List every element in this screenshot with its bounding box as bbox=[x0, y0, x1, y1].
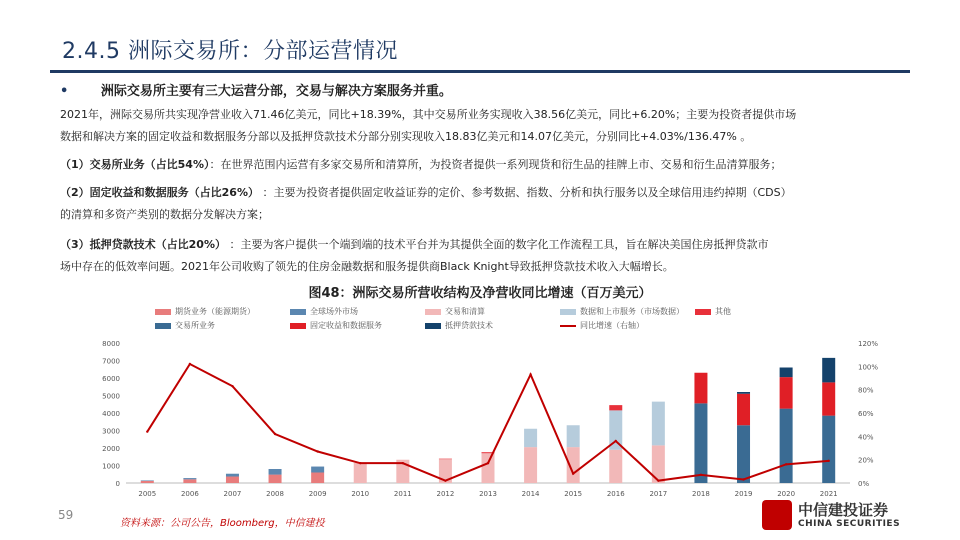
x-tick-label: 2010 bbox=[351, 490, 370, 498]
bar-segment bbox=[780, 368, 793, 378]
y2-tick-label: 80% bbox=[858, 386, 874, 395]
legend-swatch bbox=[695, 309, 711, 315]
legend-label: 抵押贷款技术 bbox=[445, 321, 493, 330]
legend-label: 交易和清算 bbox=[445, 307, 485, 316]
legend-item bbox=[155, 306, 255, 317]
source-note: 资料来源：公司公告，Bloomberg，中信建投 bbox=[120, 518, 325, 529]
bar-segment bbox=[354, 463, 367, 483]
paragraph-3-text: ：主要为投资者提供固定收益证券的定价、参考数据、指数、分析和执行服务以及全球信用违约掉期（CDS） bbox=[258, 186, 792, 199]
x-tick-label: 2009 bbox=[308, 490, 327, 498]
paragraph-3-heading: （2）固定收益和数据服务（占比26%） bbox=[60, 186, 259, 199]
y-tick-label: 5000 bbox=[102, 392, 120, 401]
x-tick-label: 2016 bbox=[606, 490, 625, 498]
x-tick-label: 2020 bbox=[777, 490, 796, 498]
title-divider bbox=[50, 70, 910, 73]
growth-point bbox=[189, 363, 191, 365]
growth-point bbox=[572, 472, 574, 474]
bar-segment bbox=[183, 478, 196, 479]
chart-legend bbox=[155, 306, 855, 336]
y-tick-label: 2000 bbox=[102, 445, 120, 453]
paragraph-4-text: ：主要为客户提供一个端到端的技术平台并为其提供全面的数字化工作流程工具，旨在解决美国住房抵押贷款市 bbox=[225, 238, 769, 251]
bar-segment bbox=[652, 402, 665, 446]
x-tick-label: 2021 bbox=[819, 490, 838, 498]
company-logo bbox=[762, 498, 922, 534]
logo-mark-icon bbox=[762, 500, 792, 530]
bar-segment bbox=[737, 394, 750, 426]
bar-segment bbox=[780, 377, 793, 409]
legend-label: 交易所业务 bbox=[175, 321, 215, 330]
bar-segment bbox=[226, 474, 239, 477]
x-tick-label: 2008 bbox=[266, 490, 284, 498]
legend-label: 期货业务（能源期货） bbox=[175, 307, 255, 316]
x-tick-label: 2019 bbox=[734, 490, 753, 498]
paragraph-1-line-1: 2021年，洲际交易所共实现净营业收入71.46亿美元，同比+18.39%，其中交易所业务实现收入38.56亿美元，同比+6.20%；主要为投资者提供市场 bbox=[60, 108, 797, 121]
bar-segment bbox=[780, 409, 793, 483]
x-tick-label: 2011 bbox=[393, 490, 412, 498]
growth-point bbox=[444, 479, 446, 481]
legend-swatch bbox=[560, 325, 576, 327]
logo-text-en: CHINA SECURITIES bbox=[798, 519, 901, 529]
growth-point bbox=[529, 373, 531, 375]
legend-item bbox=[425, 320, 493, 331]
paragraph-1-line-2: 数据和解决方案的固定收益和数据服务分部以及抵押贷款技术分部分别实现收入18.83亿美元和14.07亿美元，分别同比+4.03%/136.47% 。 bbox=[60, 130, 752, 143]
bar-segment bbox=[609, 450, 622, 483]
legend-swatch bbox=[155, 309, 171, 315]
legend-item bbox=[425, 306, 485, 317]
growth-point bbox=[742, 478, 744, 480]
legend-item bbox=[290, 306, 358, 317]
paragraph-2-heading: （1）交易所业务（占比54%） bbox=[60, 158, 210, 171]
legend-label: 数据和上市服务（市场数据） bbox=[580, 307, 684, 316]
growth-point bbox=[359, 462, 361, 464]
bar-segment bbox=[311, 467, 324, 473]
growth-point bbox=[615, 440, 617, 442]
bar-segment bbox=[439, 459, 452, 460]
legend-item bbox=[155, 320, 215, 331]
growth-point bbox=[828, 460, 830, 462]
bullet-text: 洲际交易所主要有三大运营分部，交易与解决方案服务并重。 bbox=[100, 84, 452, 99]
y2-tick-label: 120% bbox=[858, 340, 879, 348]
growth-point bbox=[700, 474, 702, 476]
bar-segment bbox=[822, 358, 835, 383]
bar-segment bbox=[269, 469, 282, 475]
bar-segment bbox=[311, 473, 324, 484]
revenue-chart bbox=[90, 335, 890, 505]
growth-point bbox=[657, 479, 659, 481]
paragraph-3-line-2: 的清算和多资产类别的数据分发解决方案； bbox=[60, 208, 269, 221]
bullet-dot-icon: • bbox=[60, 84, 69, 99]
legend-swatch bbox=[560, 309, 576, 315]
legend-label: 其他 bbox=[715, 307, 731, 316]
growth-point bbox=[316, 450, 318, 452]
y-tick-label: 6000 bbox=[102, 375, 120, 383]
legend-swatch bbox=[425, 309, 441, 315]
legend-swatch bbox=[155, 323, 171, 329]
bar-segment bbox=[737, 425, 750, 483]
legend-label: 同比增速（右轴） bbox=[580, 321, 644, 330]
page-title: 2.4.5 洲际交易所：分部运营情况 bbox=[62, 39, 398, 64]
y-tick-label: 7000 bbox=[102, 357, 120, 366]
legend-item bbox=[695, 306, 731, 317]
page-number: 59 bbox=[58, 508, 74, 522]
bar-segment bbox=[822, 416, 835, 483]
paragraph-3 bbox=[60, 182, 792, 204]
y-tick-label: 3000 bbox=[102, 427, 120, 436]
bar-segment bbox=[694, 403, 707, 483]
paragraph-4-line-2: 场中存在的低效率问题。2021年公司收购了领先的住房金融数据和服务提供商Black Knight导致抵押贷款技术收入大幅增长。 bbox=[60, 260, 674, 273]
paragraph-4-heading: （3）抵押贷款技术（占比20%） bbox=[60, 238, 226, 251]
paragraph-2 bbox=[60, 154, 781, 176]
bar-segment bbox=[737, 392, 750, 394]
bar-segment bbox=[694, 373, 707, 404]
bar-segment bbox=[141, 481, 154, 483]
legend-item bbox=[560, 320, 644, 331]
growth-point bbox=[274, 433, 276, 435]
x-tick-label: 2006 bbox=[180, 490, 199, 498]
y2-tick-label: 40% bbox=[858, 433, 874, 442]
legend-label: 固定收益和数据服务 bbox=[310, 321, 382, 330]
growth-point bbox=[402, 462, 404, 464]
bar-segment bbox=[822, 382, 835, 415]
bar-segment bbox=[524, 447, 537, 483]
growth-point bbox=[231, 385, 233, 387]
bar-segment bbox=[524, 429, 537, 447]
bar-segment bbox=[269, 475, 282, 483]
bar-segment bbox=[226, 477, 239, 483]
y2-tick-label: 100% bbox=[858, 363, 879, 372]
legend-item bbox=[290, 320, 382, 331]
legend-swatch bbox=[290, 309, 306, 315]
growth-point bbox=[487, 462, 489, 464]
paragraph-4 bbox=[60, 234, 768, 256]
x-tick-label: 2013 bbox=[479, 490, 497, 498]
bar-segment bbox=[567, 425, 580, 447]
x-tick-label: 2005 bbox=[138, 490, 157, 498]
x-tick-label: 2007 bbox=[223, 490, 242, 498]
x-tick-label: 2014 bbox=[521, 490, 540, 498]
bar-segment bbox=[141, 480, 154, 481]
y-tick-label: 0 bbox=[115, 480, 120, 488]
x-tick-label: 2012 bbox=[436, 490, 455, 498]
x-tick-label: 2017 bbox=[649, 490, 668, 498]
bar-segment bbox=[482, 453, 495, 483]
bullet-summary bbox=[60, 80, 452, 99]
growth-point bbox=[785, 463, 787, 465]
y-tick-label: 4000 bbox=[102, 410, 120, 418]
legend-swatch bbox=[425, 323, 441, 329]
y-tick-label: 1000 bbox=[102, 462, 120, 471]
logo-text-cn: 中信建投证券 bbox=[798, 501, 889, 519]
bar-segment bbox=[183, 479, 196, 483]
y2-tick-label: 60% bbox=[858, 410, 874, 418]
legend-item bbox=[560, 306, 684, 317]
y2-tick-label: 20% bbox=[858, 456, 874, 465]
x-tick-label: 2015 bbox=[564, 490, 583, 498]
y-tick-label: 8000 bbox=[102, 340, 120, 348]
bar-segment bbox=[609, 405, 622, 410]
legend-label: 全球场外市场 bbox=[310, 307, 358, 316]
legend-swatch bbox=[290, 323, 306, 329]
paragraph-2-text: ：在世界范围内运营有多家交易所和清算所，为投资者提供一系列现货和衍生品的挂牌上市、交易和衍生品清算服务； bbox=[209, 158, 782, 171]
growth-point bbox=[146, 430, 148, 432]
y2-tick-label: 0% bbox=[858, 480, 870, 488]
chart-title: 图48：洲际交易所营收结构及净营收同比增速（百万美元） bbox=[308, 286, 652, 301]
x-tick-label: 2018 bbox=[692, 490, 710, 498]
